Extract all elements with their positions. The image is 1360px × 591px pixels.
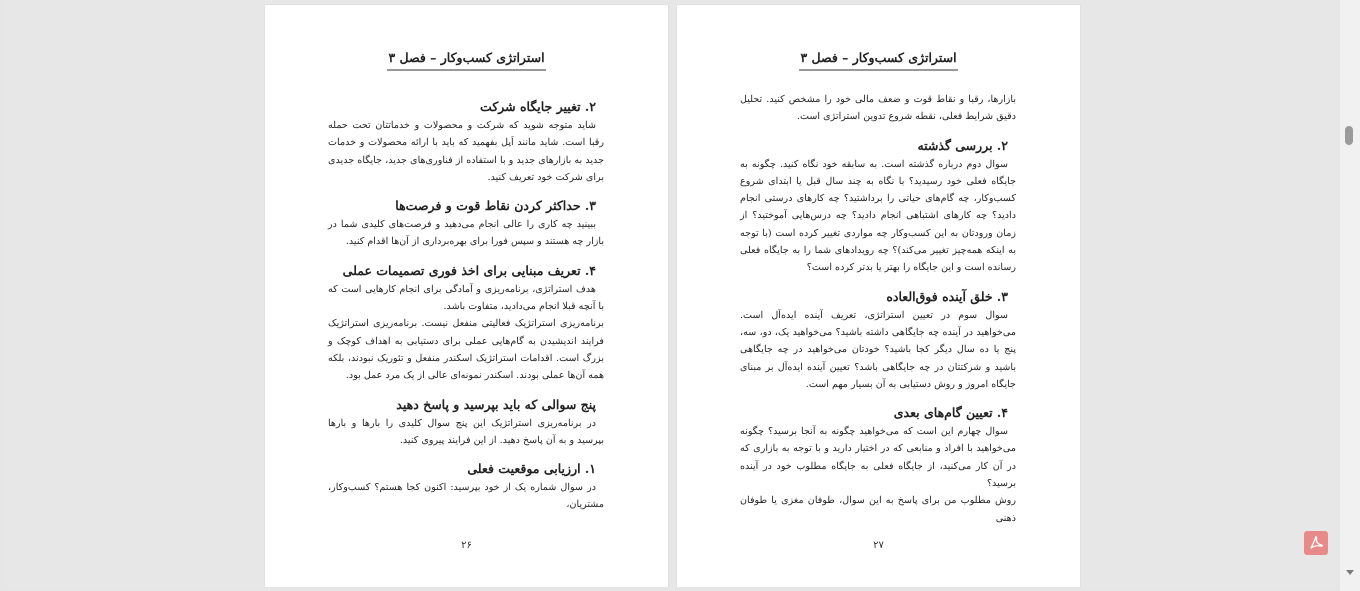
page-26 bbox=[265, 5, 668, 587]
chapter-title: استراتژی کسب‌وکار – فصل ۳ bbox=[387, 50, 545, 71]
paragraph: سوال دوم درباره گذشته است. به سابقه خود نگاه کنید. چگونه به جایگاه فعلی خود رسیدید؟ با نگاه به چند سال قبل یا ابتدای شروع کسب‌وکار، چه گام‌های حیاتی را برداشتید؟ چه کارهای درستی انجام دادید؟ چه کارهای اشتباهی انجام دادید؟ چه درس‌هایی آموختید؟ از زمان ورودتان به این کسب‌وکار چه مواردی تغییر کرده است (با توجه به اینکه همه‌چیز تغییر می‌کند)؟ چه رویدادهای شما را به جایگاه فعلی رسانده است و این جایگاه را بهتر یا بدتر کرده است؟ bbox=[740, 158, 1016, 274]
section-heading: پنج سوالی که باید بپرسید و پاسخ دهید bbox=[396, 396, 596, 412]
pdf-icon[interactable] bbox=[1304, 531, 1328, 555]
paragraph: در سوال شماره یک از خود بپرسید: اکنون کجا هستم؟ کسب‌وکار، مشتریان، bbox=[328, 482, 604, 511]
page-content bbox=[328, 91, 604, 514]
section-heading: ۲. بررسی گذشته bbox=[917, 137, 1008, 153]
vertical-scrollbar[interactable] bbox=[1340, 0, 1360, 591]
paragraph: ببینید چه کاری را عالی انجام می‌دهید و فرصت‌های کلیدی شما در بازار چه هستند و سپس فورا برای بهره‌برداری از آن‌ها اقدام کنید. bbox=[328, 219, 604, 248]
section-heading: ۳. خلق آینده فوق‌العاده bbox=[886, 288, 1008, 304]
chapter-title: استراتژی کسب‌وکار – فصل ۳ bbox=[799, 50, 957, 71]
page-number: ۲۶ bbox=[461, 540, 472, 551]
paragraph: در برنامه‌ریزی استراتژیک این پنج سوال کلیدی را بارها و بارها بپرسید و به آن پاسخ دهید. از این فرایند پیروی کنید. bbox=[328, 417, 604, 446]
paragraph: شاید متوجه شوید که شرکت و محصولات و خدماتتان تحت حمله رقبا است. شاید مانند اَپل بفهمید که باید با ارائه محصولات و خدمات جدید به بازارهای جدید و با استفاده از فناوری‌های جدید، جایگاه جدیدی برای شرکت خود تعریف کنید. bbox=[328, 120, 604, 183]
page-27 bbox=[677, 5, 1080, 587]
section-heading: ۱. ارزیابی موقعیت فعلی bbox=[467, 461, 596, 477]
acrobat-icon bbox=[1308, 535, 1324, 551]
paragraph: هدف استراتژی، برنامه‌ریزی و آمادگی برای انجام کارهایی است که با آنچه قبلا انجام می‌دادید، متفاوت باشد. bbox=[328, 283, 604, 313]
pdf-viewer bbox=[4, 0, 1340, 587]
section-heading: ۴. تعیین گام‌های بعدی bbox=[893, 405, 1008, 421]
section-heading: ۳. حداکثر کردن نقاط قوت و فرصت‌ها bbox=[395, 198, 596, 214]
paragraph: سوال سوم در تعیین استراتژی، تعریف آینده ایده‌آل است. می‌خواهید در آینده چه جایگاهی داشته باشید؟ می‌خواهید یک، دو، سه، پنج یا ده سال دیگر کجا باشید؟ خودتان می‌خواهید در چه جایگاهی باشید و شرکتتان در چه جایگاهی باشد؟ تعیین آینده ایده‌آل بر مبنای جایگاه امروز و روش دستیابی به آن بسیار مهم است. bbox=[740, 309, 1016, 390]
scroll-thumb[interactable] bbox=[1345, 126, 1353, 145]
paragraph: روش مطلوب من برای پاسخ به این سوال، طوفان مغزی یا طوفان ذهنی bbox=[740, 495, 1016, 524]
scroll-down-arrow-icon[interactable] bbox=[1346, 570, 1354, 575]
section-heading: ۴. تعریف مبنایی برای اخذ فوری تصمیمات عملی bbox=[342, 262, 596, 278]
paragraph: بازارها، رقبا و نقاط قوت و ضعف مالی خود را مشخص کنید. تحلیل دقیق شرایط فعلی، نقطه شروع تدوین استراتژی است. bbox=[740, 94, 1016, 123]
paragraph: سوال چهارم این است که می‌خواهید چگونه به آنجا برسید؟ چگونه می‌خواهید با افراد و منابعی که در اختیار دارید و با توجه به بازاری که در آن کار می‌کنید، از جایگاه فعلی به جایگاه مطلوب خود در آینده برسید؟ bbox=[740, 426, 1016, 490]
page-content bbox=[740, 91, 1016, 527]
page-number: ۲۷ bbox=[873, 540, 884, 551]
paragraph: برنامه‌ریزی استراتژیک فعالیتی منفعل نیست. برنامه‌ریزی استراتژیک فرایند اندیشیدن به گام‌هایی عملی برای دستیابی به اهداف کوچک و بزرگ است. اقدامات استراتژیک اسکندر منفعل و تئوریک نبودند، بلکه همه آن‌ها عملی بودند. اسکندر نمونه‌ای عالی از یک مرد عمل بود. bbox=[328, 318, 604, 382]
page-header bbox=[265, 47, 668, 71]
section-heading: ۲. تغییر جایگاه شرکت bbox=[480, 99, 596, 114]
page-header bbox=[677, 47, 1080, 71]
